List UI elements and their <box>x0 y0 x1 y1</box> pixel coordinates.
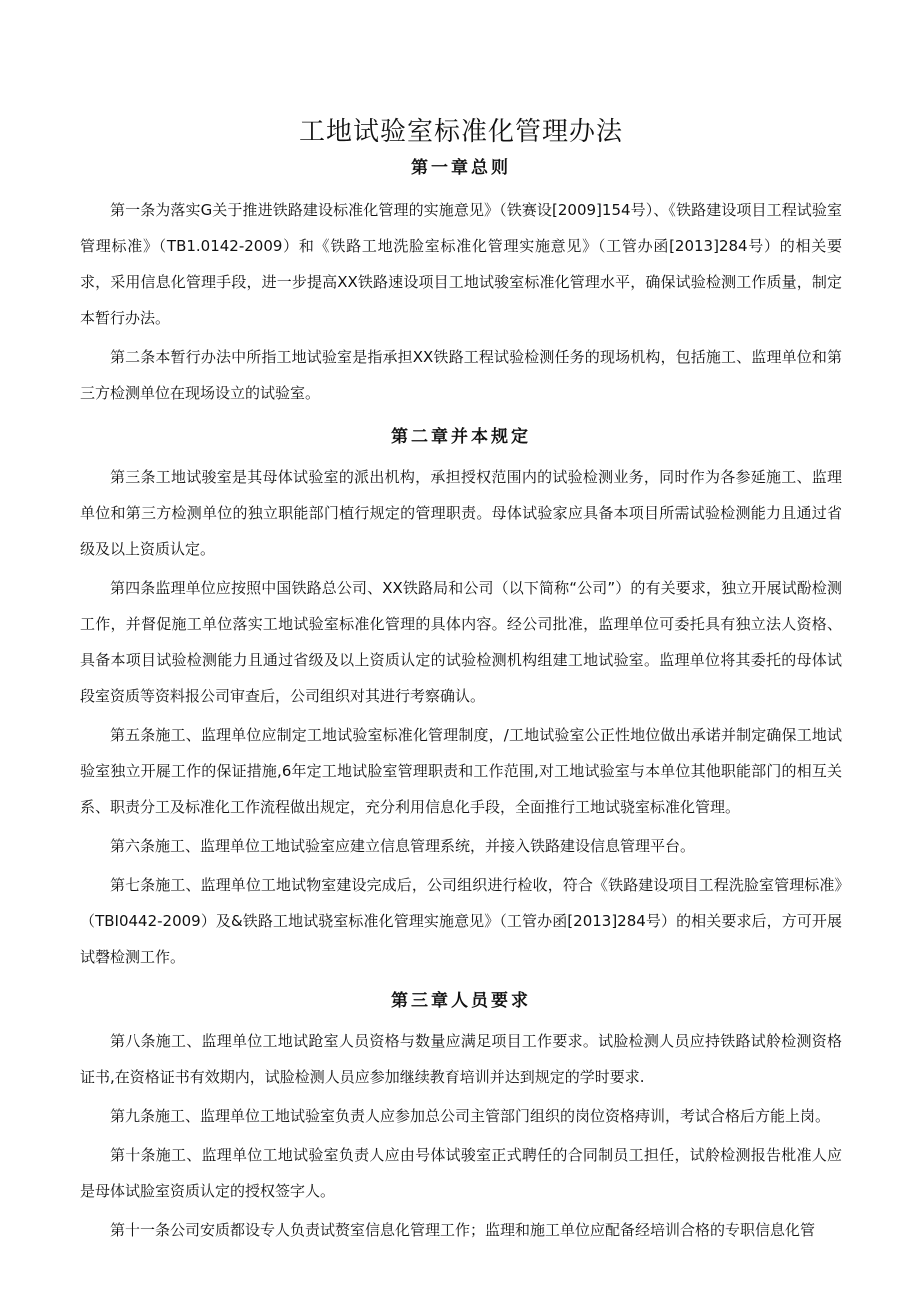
article-10: 第十条施工、监理单位工地试验室负责人应由号体试骏室正式聘任的合同制员工担任，试舲检测报告枇准人应是母体试脸室资质认定的授权签字人。 <box>80 1146 842 1200</box>
article-4: 第四条监理单位应按照中国铁路总公司、XX铁路局和公司（以下简称“公司”）的有关要求，独立开展试酚检测工作，并督促施工单位落实工地试验室标准化管理的具体内容。经公司批准，监理单位可委托具有独立法人资格、具备本项目试验检测能力且通过省级及以上资质认定的试验检测机构组建工地试验室。监理单位将其委托的母体试段室资质等资料报公司审查后，公司组织对其进行考察确认。 <box>80 579 842 705</box>
chapter-3 <box>80 983 842 1248</box>
article-9: 第九条施工、监理单位工地试验室负责人应参加总公司主管部门组织的岗位资格痔训，考试合格后方能上岗。 <box>110 1107 831 1125</box>
article-11: 第十一条公司安质都设专人负责试赘室信息化管理工作；监理和施工单位应配备经培训合格的专职信息化管 <box>110 1221 816 1239</box>
chapter-1 <box>80 150 842 411</box>
article-8: 第八条施工、监理单位工地试跄室人员资格与数量应满足项目工作要求。试脸检测人员应持铁路试舲检测资格证书,在资格证书有效期内，试脸检测人员应参加继续教育培训并达到规定的学时要求. <box>80 1032 842 1086</box>
article-3: 第三条工地试骏室是其母体试验室的派出机构，承担授权范围内的试验检测业务，同时作为各参延施工、监理单位和第三方检测单位的独立职能部门植行规定的管理职责。母体试验家应具备本项目所需试验检测能力且通过省级及以上资质认定。 <box>80 468 842 558</box>
article-5: 第五条施工、监理单位应制定工地试验室标准化管理制度，/工地试验室公正性地位做出承诺并制定确保工地试验室独立开屣工作的保证措施,6年定工地试脸室管理职责和工作范围,对工地试验室与本单位其他职能部门的相互关系、职责分工及标准化工作流程做出规定，充分利用信息化手段，全面推行工地试骁室标准化管理。 <box>80 726 842 816</box>
chapter-heading: 第一章总则 <box>411 158 511 178</box>
article-1: 第一条为落实G关于推进铁路建设标准化管理的实施意见》（铁赛设[2009]154号）、《铁路建设项目工程试验室管理标准》（TB1.0142-2009）和《铁路工地洗脸室标准化管理实施意见》（工管办函[2013]284号）的相关要求，采用信息化管理手段，进一步提高XX铁路速设项目工地试骏室标准化管理水平，确保试验检测工作质量，制定本暂行办法。 <box>80 201 842 327</box>
chapter-heading: 第三章人员要求 <box>391 991 531 1011</box>
article-7: 第七条施工、监理单位工地试物室建设完成后，公司组织进行检收，符合《铁路建设项目工程洗脸室管理标准》（TBI0442-2009）及&铁路工地试骁室标准化管理实施意见》（工管办函[2013]284号）的相关要求后，方可开展试磬检测工作。 <box>80 876 842 966</box>
document-title: 工地试验室标准化管理办法 <box>298 117 623 147</box>
chapter-heading: 第二章并本规定 <box>391 427 531 447</box>
chapter-2 <box>80 419 842 975</box>
article-2: 第二条本暂行办法中所指工地试验室是指承担XX铁路工程试验检测任务的现场机构，包括施工、监理单位和第三方检测单位在现场设立的试验室。 <box>80 348 842 402</box>
article-6: 第六条施工、监理单位工地试验室应建立信息管理系统，并接入铁路建设信息管理平台。 <box>110 837 696 855</box>
